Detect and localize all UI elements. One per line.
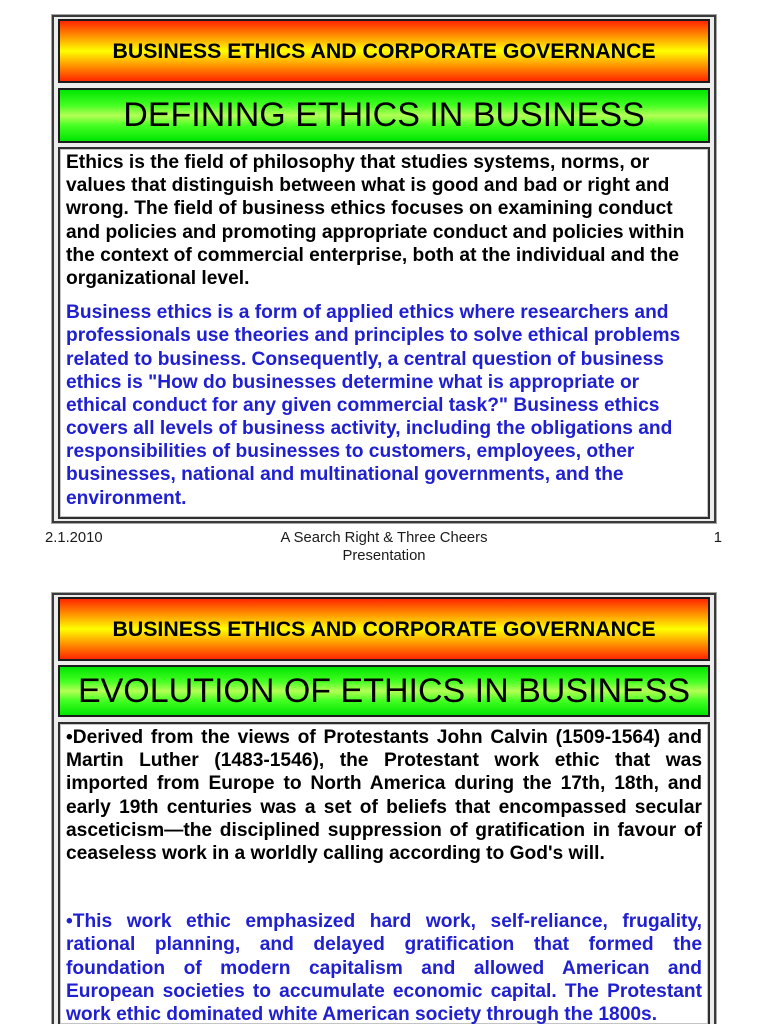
text-line: foundation of modern capitalism and allowed American and — [66, 957, 702, 979]
slide-content-box — [58, 722, 710, 1024]
footer-presentation-title — [234, 529, 534, 565]
text-line: imported from Europe to North America during the 17th, 18th, and — [66, 773, 702, 795]
footer-title-line: Presentation — [342, 548, 426, 564]
slide-1 — [52, 15, 716, 523]
slide-2 — [52, 593, 716, 1024]
text-line: ceaseless work in a worldly calling according to God's will. — [66, 842, 605, 864]
text-line: ethical conduct for any given commercial task?" Business ethics — [66, 394, 660, 416]
paragraph-protestant-origins — [66, 726, 702, 865]
text-line: wrong. The field of business ethics focuses on examining conduct — [66, 198, 673, 220]
text-line: organizational level. — [66, 267, 250, 289]
slide-header-bar — [58, 19, 710, 83]
slide-header-text: BUSINESS ETHICS AND CORPORATE GOVERNANCE — [112, 616, 656, 641]
text-line: values that distinguish between what is good and bad or right and — [66, 175, 670, 197]
text-line: work ethic dominated white American society through the 1800s. — [66, 1003, 658, 1024]
paragraph-work-ethic — [66, 910, 702, 1024]
text-line: ethics is "How do businesses determine what is appropriate or — [66, 371, 640, 393]
text-line: •Derived from the views of Protestants John Calvin (1509-1564) and — [66, 727, 702, 748]
footer-date: 2.1.2010 — [45, 530, 103, 546]
text-line: covers all levels of business activity, including the obligations and — [66, 418, 673, 440]
text-line: businesses, national and multinational governments, and the — [66, 464, 624, 486]
text-line: European societies to accumulate economic capital. The Protestant — [66, 980, 702, 1002]
paragraph-applied-business-ethics — [66, 301, 702, 510]
slide-title-text: EVOLUTION OF ETHICS IN BUSINESS — [77, 671, 691, 710]
slide-content-box — [58, 147, 710, 519]
text-line: environment. — [66, 487, 187, 509]
text-line: the context of commercial enterprise, both at the individual and the — [66, 244, 680, 266]
text-line: related to business. Consequently, a central question of business — [66, 348, 664, 370]
text-line: rational planning, and delayed gratification that formed the — [66, 934, 702, 956]
text-line: early 19th centuries was a set of beliefs that encompassed secular — [66, 796, 702, 818]
slide-header-text: BUSINESS ETHICS AND CORPORATE GOVERNANCE — [112, 38, 656, 63]
footer-page-number: 1 — [713, 530, 722, 546]
text-line: responsibilities of businesses to customers, employees, other — [66, 441, 635, 463]
text-line: and policies and promoting appropriate conduct and policies within — [66, 221, 685, 243]
text-line: Martin Luther (1483-1546), the Protestant work ethic that was — [66, 750, 702, 772]
footer-title-line: A Search Right & Three Cheers — [280, 530, 488, 546]
slide-header-bar — [58, 597, 710, 661]
paragraph-ethics-definition — [66, 151, 702, 290]
slide-title-bar — [58, 88, 710, 143]
text-line: asceticism—the disciplined suppression of gratification in favour of — [66, 819, 702, 841]
slide-title-text: DEFINING ETHICS IN BUSINESS — [123, 96, 645, 134]
text-line: •This work ethic emphasized hard work, self-reliance, frugality, — [66, 911, 702, 933]
text-line: Ethics is the field of philosophy that studies systems, norms, or — [66, 152, 650, 173]
slide-title-bar — [58, 665, 710, 717]
text-line: professionals use theories and principles to solve ethical problems — [66, 325, 681, 347]
text-line: Business ethics is a form of applied ethics where researchers and — [66, 302, 669, 324]
